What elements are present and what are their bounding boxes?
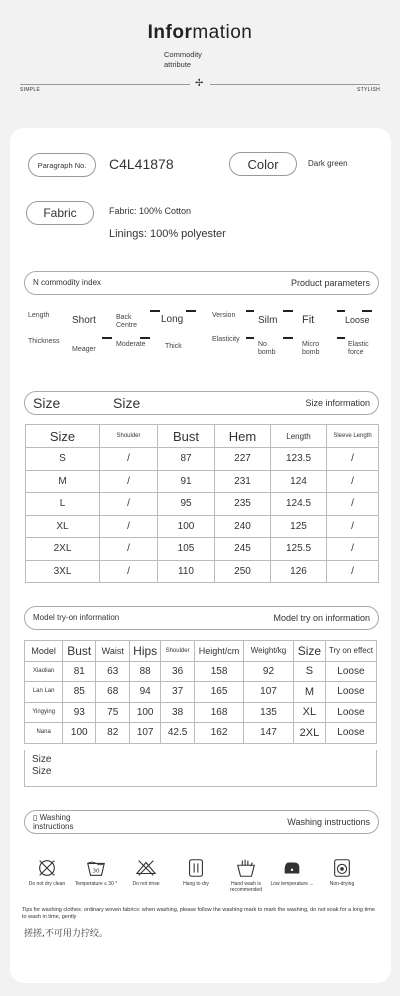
size-cell: /	[327, 448, 379, 471]
tryon-cell: 162	[195, 723, 244, 744]
tryon-cell: Loose	[325, 702, 376, 723]
model-name-cell: Yingying	[25, 702, 63, 723]
tryon-footer	[24, 750, 377, 787]
tryon-cell: 88	[130, 661, 161, 682]
size-cell: /	[100, 515, 158, 538]
cross-ornament-icon: ✢	[195, 78, 204, 89]
size-cell: M	[26, 470, 100, 493]
size-cell: 110	[158, 560, 215, 583]
fabric-value: Fabric: 100% Cotton	[109, 206, 192, 216]
size-col-sleeve-length: Sleeve Length	[327, 425, 379, 448]
size-cell: 100	[158, 515, 215, 538]
size-col-shoulder: Shoulder	[100, 425, 158, 448]
version-marker	[246, 310, 254, 312]
tryon-footer-line-2: Size	[32, 766, 52, 777]
version-marker-2	[283, 310, 293, 312]
size-col-bust: Bust	[158, 425, 215, 448]
svg-text:30: 30	[92, 868, 100, 875]
size-row	[26, 493, 379, 516]
tryon-table	[24, 640, 377, 744]
model-name-cell: Xiaolian	[25, 661, 63, 682]
tryon-row	[25, 661, 377, 682]
length-option-long: Long	[161, 314, 184, 325]
size-cell: 91	[158, 470, 215, 493]
size-cell: 227	[215, 448, 271, 471]
thickness-option-moderate: Moderate	[116, 341, 146, 348]
washing-item-label: Non-drying	[329, 881, 355, 887]
elasticity-marker-3	[337, 337, 345, 339]
size-info-bar	[24, 391, 379, 415]
version-option-loose: Loose	[345, 315, 370, 325]
tryon-cell: 63	[96, 661, 130, 682]
size-cell: 95	[158, 493, 215, 516]
size-cell: XL	[26, 515, 100, 538]
tryon-bar	[24, 606, 379, 630]
washing-title-left: ▯ Washing instructions	[33, 813, 74, 831]
size-cell: /	[100, 538, 158, 561]
tryon-col-model: Model	[25, 641, 63, 662]
non-drying-icon	[331, 857, 353, 879]
size-table-header	[26, 425, 379, 448]
tryon-col-waist: Waist	[96, 641, 130, 662]
tryon-cell: Loose	[325, 682, 376, 703]
size-table	[25, 424, 379, 583]
model-name-cell: Nana	[25, 723, 63, 744]
tryon-cell: 92	[244, 661, 294, 682]
washing-item	[174, 857, 218, 887]
length-marker	[150, 310, 160, 312]
thickness-marker	[102, 337, 112, 339]
washing-item	[124, 857, 168, 887]
elasticity-option-no-bomb: No bomb	[258, 341, 276, 356]
tryon-col-hips: Hips	[130, 641, 161, 662]
elasticity-option-micro-bomb: Micro bomb	[302, 341, 320, 356]
do-not-rinse-icon	[135, 857, 157, 879]
length-option-back-centre: Back Centre	[116, 314, 138, 329]
size-row	[26, 538, 379, 561]
version-option-fit: Fit	[302, 314, 315, 326]
tryon-cell: 2XL	[293, 723, 325, 744]
size-row	[26, 515, 379, 538]
size-bar-label-1: Size	[33, 395, 61, 411]
size-cell: 250	[215, 560, 271, 583]
tryon-cell: 42.5	[161, 723, 195, 744]
size-cell: /	[100, 470, 158, 493]
commodity-index-bar	[24, 271, 379, 295]
size-cell: L	[26, 493, 100, 516]
thickness-marker-2	[140, 337, 150, 339]
washing-item	[74, 857, 118, 887]
tryon-cell: 38	[161, 702, 195, 723]
size-bar-label-2: Size	[113, 395, 141, 411]
header-divider-right	[210, 84, 380, 85]
size-cell: /	[100, 493, 158, 516]
washing-item	[320, 857, 364, 887]
header-right-tag: STYLISH	[357, 87, 380, 93]
size-col-hem: Hem	[215, 425, 271, 448]
tryon-title-left: Model try-on information	[33, 613, 120, 622]
size-cell: /	[327, 560, 379, 583]
commodity-index-title: N commodity index	[33, 278, 102, 287]
tryon-cell: 158	[195, 661, 244, 682]
size-cell: /	[327, 538, 379, 561]
tryon-col-shoulder: Shoulder	[161, 641, 195, 662]
elasticity-marker-2	[283, 337, 293, 339]
thickness-option-meager: Meager	[72, 346, 96, 353]
elasticity-option-elastic-force: Elastic force	[348, 341, 369, 356]
tryon-cell: Loose	[325, 661, 376, 682]
tryon-col-size: Size	[293, 641, 325, 662]
thickness-option-thick: Thick	[165, 343, 182, 350]
linings-value: Linings: 100% polyester	[109, 228, 226, 240]
tryon-row	[25, 682, 377, 703]
tryon-cell: S	[293, 661, 325, 682]
header-divider-left	[20, 84, 190, 85]
washing-title-right: Washing instructions	[287, 817, 370, 827]
washing-item-label: Do not dry clean	[28, 881, 66, 887]
tryon-cell: 168	[195, 702, 244, 723]
tryon-row	[25, 702, 377, 723]
tryon-cell: 82	[96, 723, 130, 744]
tryon-cell: Loose	[325, 723, 376, 744]
tryon-cell: 75	[96, 702, 130, 723]
version-marker-4	[362, 310, 372, 312]
washing-item	[270, 857, 314, 887]
version-option-silm: Silm	[258, 315, 278, 326]
tryon-cell: 81	[63, 661, 96, 682]
tryon-cell: 107	[244, 682, 294, 703]
size-cell: 235	[215, 493, 271, 516]
tryon-cell: 68	[96, 682, 130, 703]
size-cell: 126	[271, 560, 327, 583]
product-parameters-title: Product parameters	[290, 278, 370, 288]
tryon-cell: 36	[161, 661, 195, 682]
size-cell: /	[327, 493, 379, 516]
paragraph-value: C4L41878	[109, 156, 174, 172]
page-header	[0, 0, 400, 110]
header-left-tag: SIMPLE	[20, 87, 41, 93]
size-cell: 245	[215, 538, 271, 561]
washing-item-label: Do not rinse	[132, 881, 160, 887]
low-temperature-iron-icon	[281, 857, 303, 879]
version-label: Version	[212, 312, 236, 319]
color-value: Dark green	[308, 159, 348, 168]
model-name-cell: Lan Lan	[25, 682, 63, 703]
header-title: Information	[147, 22, 253, 43]
tryon-row	[25, 723, 377, 744]
tryon-col-bust: Bust	[63, 641, 96, 662]
temperature-30-icon	[85, 857, 107, 879]
tryon-col-effect: Try on effect	[325, 641, 376, 662]
tryon-cell: 100	[63, 723, 96, 744]
color-label: Color	[229, 152, 297, 176]
tryon-cell: 94	[130, 682, 161, 703]
size-cell: 125.5	[271, 538, 327, 561]
size-cell: /	[327, 470, 379, 493]
tryon-table-header	[25, 641, 377, 662]
washing-item-label: Low temperature ...	[270, 881, 314, 887]
length-option-short: Short	[72, 315, 96, 326]
hand-wash-icon	[235, 857, 257, 879]
size-cell: 124	[271, 470, 327, 493]
size-cell: 87	[158, 448, 215, 471]
size-cell: S	[26, 448, 100, 471]
size-cell: 240	[215, 515, 271, 538]
size-cell: /	[100, 448, 158, 471]
tryon-cell: 85	[63, 682, 96, 703]
no-dry-clean-icon	[36, 857, 58, 879]
washing-item	[25, 857, 69, 887]
size-row	[26, 448, 379, 471]
tryon-cell: 100	[130, 702, 161, 723]
tryon-cell: 135	[244, 702, 294, 723]
size-cell: 123.5	[271, 448, 327, 471]
washing-item	[224, 857, 268, 893]
elasticity-label: Elasticity	[212, 336, 240, 343]
size-cell: 231	[215, 470, 271, 493]
size-col-length: Length	[271, 425, 327, 448]
tryon-cell: 37	[161, 682, 195, 703]
fabric-label: Fabric	[26, 201, 94, 225]
tryon-title-right: Model try on information	[273, 613, 370, 623]
tryon-cell: 107	[130, 723, 161, 744]
size-information-title: Size information	[305, 398, 370, 408]
paragraph-label: Paragraph No.	[28, 153, 96, 177]
header-subtitle: Commodity attribute	[164, 50, 202, 69]
length-marker-2	[186, 310, 196, 312]
length-label: Length	[28, 312, 50, 319]
size-cell: 3XL	[26, 560, 100, 583]
washing-item-label: Temperature ≤ 30 °	[74, 881, 118, 887]
tryon-cell: XL	[293, 702, 325, 723]
size-cell: 105	[158, 538, 215, 561]
tryon-footer-line-1: Size	[32, 754, 52, 765]
washing-item-label: Hand wash is recommended	[230, 881, 262, 893]
size-col-size: Size	[26, 425, 100, 448]
hang-to-dry-icon	[185, 857, 207, 879]
tryon-cell: 93	[63, 702, 96, 723]
tryon-col-height: Height/cm	[195, 641, 244, 662]
elasticity-marker	[246, 337, 254, 339]
tryon-cell: M	[293, 682, 325, 703]
washing-note: 搓搓,不可用力拧绞。	[24, 929, 108, 939]
size-cell: 125	[271, 515, 327, 538]
washing-bar	[24, 810, 379, 834]
size-row	[26, 470, 379, 493]
size-cell: 2XL	[26, 538, 100, 561]
size-row	[26, 560, 379, 583]
size-cell: /	[327, 515, 379, 538]
tryon-cell: 147	[244, 723, 294, 744]
thickness-label: Thickness	[28, 338, 60, 345]
tryon-col-weight: Weight/kg	[244, 641, 294, 662]
size-cell: /	[100, 560, 158, 583]
washing-tips: Tips for washing clothes: ordinary woven fabrics: when washing, please follow the washing mark to mark the washing, do not soak for a long time to wash in time, gently	[22, 907, 375, 920]
size-cell: 124.5	[271, 493, 327, 516]
tryon-cell: 165	[195, 682, 244, 703]
version-marker-3	[337, 310, 345, 312]
washing-item-label: Hang to dry	[183, 881, 209, 887]
